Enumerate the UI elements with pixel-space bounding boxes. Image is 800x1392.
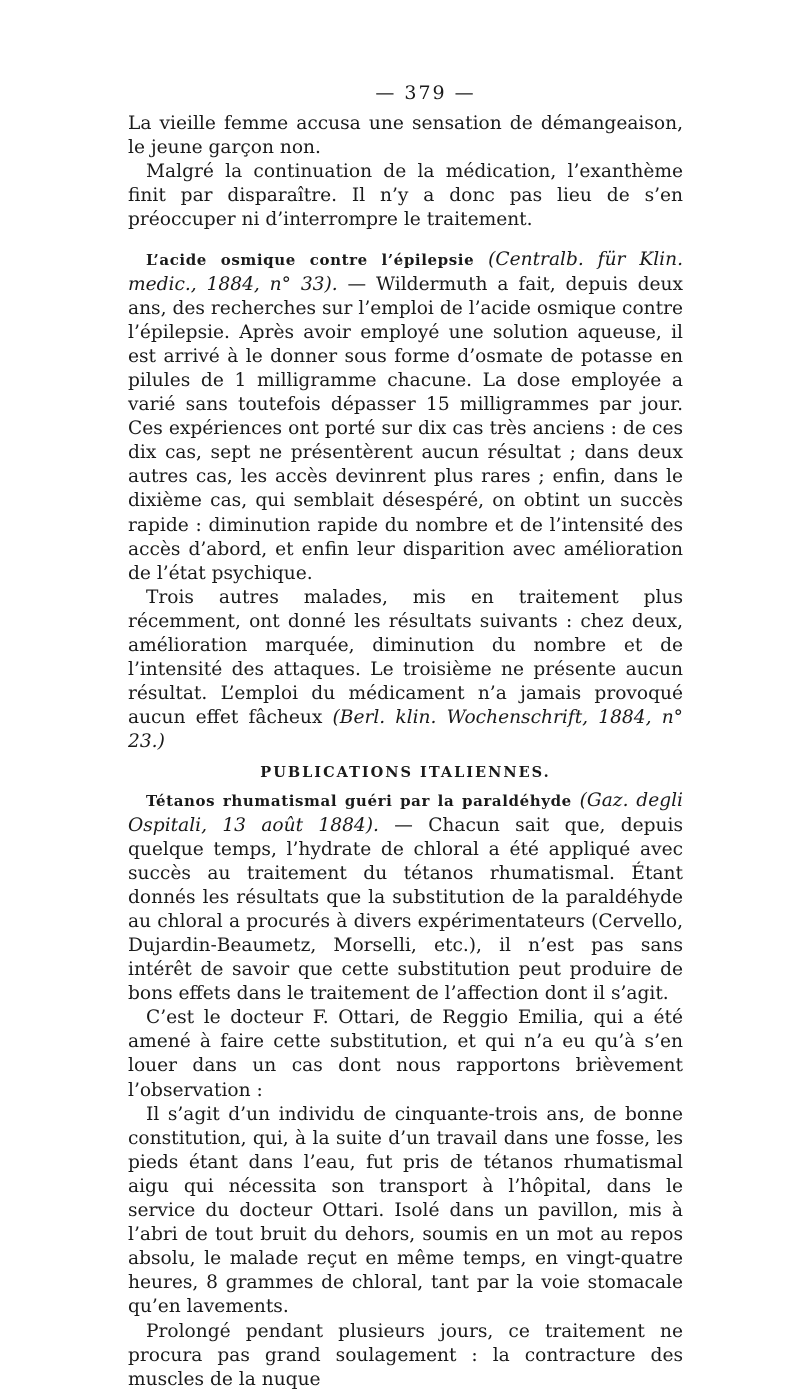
article-2-title: Tétanos rhumatismal guéri par la paraldéhyde [146, 792, 572, 811]
article-2-source: (Gaz. degli Ospitali, 13 août 1884). [128, 790, 683, 836]
intro-paragraph-1: La vieille femme accusa une sensation de démangeaison, le jeune garçon non. [128, 113, 683, 159]
article-1-paragraph-2 [128, 586, 683, 755]
document-page [128, 82, 683, 1392]
intro-paragraph-2: Malgré la continuation de la médication, l’exanthème finit par disparaître. Il n’y a donc pas lieu de s’en préoccuper ni d’interrompre le traitement. [128, 161, 683, 231]
article-2-body-1: — Chacun sait que, depuis quelque temps, l’hydrate de chloral a été appliqué avec succès au traitement du tétanos rhumatismal. Étant donnés les résultats que la substitution de la paraldéhyde au chloral a procurés à divers expérimentateurs (Cervello, Dujardin-Beaumetz, Morselli, etc.), il n’est pas sans intérêt de savoir que cette substitution peut produire de bons effets dans le traitement de l’affection dont il s’agit. [128, 814, 683, 1005]
article-1-paragraph-1 [128, 248, 683, 585]
article-1-source-2: (Berl. klin. Wochenschrift, 1884, n° 23.) [128, 707, 683, 753]
article-1-title: L’acide osmique contre l’épilepsie [146, 251, 475, 270]
article-2-paragraph-4: Prolongé pendant plusieurs jours, ce traitement ne procura pas grand soulagement : la contracture des muscles de la nuque [128, 1320, 683, 1390]
spacer [128, 232, 683, 248]
article-1-body-1: — Wildermuth a fait, depuis deux ans, des recherches sur l’emploi de l’acide osmique contre l’épilepsie. Après avoir employé une solution aqueuse, il est arrivé à le donner sous forme d’osmate de potasse en pilules de 1 milligramme chacune. La dose employée a varié sans toutefois dépasser 15 milligrammes par jour. Ces expériences ont porté sur dix cas très anciens : de ces dix cas, sept ne présentèrent aucun résultat ; dans deux autres cas, les accès devinrent plus rares ; enfin, dans le dixième cas, qui semblait désespéré, on obtint un succès rapide : diminution rapide du nombre et de l’intensité des accès d’abord, et enfin leur disparition avec amélioration de l’état psychique. [128, 273, 684, 584]
article-2-paragraph-2: C’est le docteur F. Ottari, de Reggio Emilia, qui a été amené à faire cette substitution, et qui n’a eu qu’à s’en louer dans un cas dont nous rapportons brièvement l’observation : [128, 1007, 683, 1101]
article-2-paragraph-3: Il s’agit d’un individu de cinquante-trois ans, de bonne constitution, qui, à la suite d’un travail dans une fosse, les pieds étant dans l’eau, fut pris de tétanos rhumatismal aigu qui nécessita son transport à l’hôpital, dans le service du docteur Ottari. Isolé dans un pavillon, mis à l’abri de tout bruit du dehors, soumis en un mot au repos absolu, le malade reçut en même temps, en vingt-quatre heures, 8 grammes de chloral, tant par la voie stomacale qu’en lavements. [128, 1103, 683, 1318]
page-number: — 379 — [375, 82, 476, 104]
article-1-source: (Centralb. für Klin. medic., 1884, n° 33). [128, 249, 683, 295]
section-heading: PUBLICATIONS ITALIENNES. [260, 764, 551, 782]
article-1-body-2: Trois autres malades, mis en traitement plus récemment, ont donné les résultats suivants : chez deux, amélioration marquée, diminution du nombre et de l’intensité des attaques. Le troisième ne présente aucun résultat. L’emploi du médicament n’a jamais provoqué aucun effet fâcheux [128, 586, 683, 729]
article-2-paragraph-1 [128, 789, 683, 1006]
